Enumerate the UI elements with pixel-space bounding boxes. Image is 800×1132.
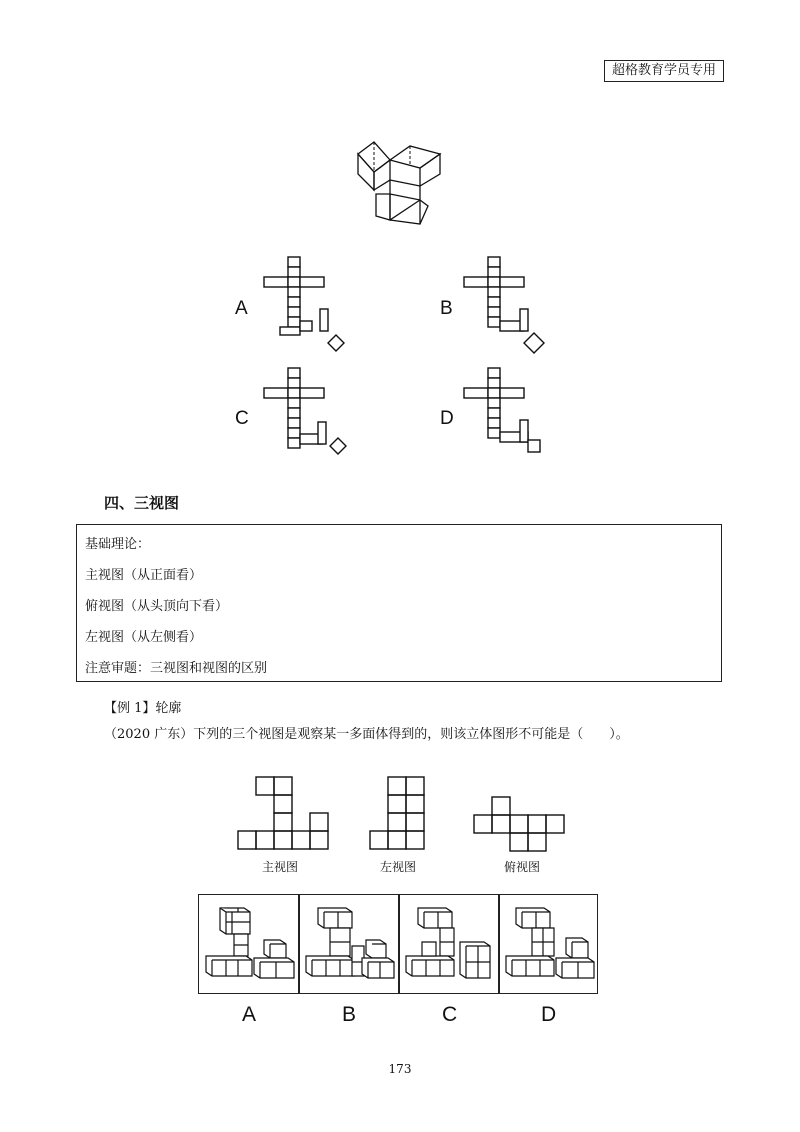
theory-line: 注意审题：三视图和视图的区别 [85, 661, 268, 676]
net-figure-d [462, 366, 552, 466]
usage-stamp: 超格教育学员专用 [604, 60, 724, 82]
page-number: 173 [388, 1062, 412, 1076]
left-view-label: 左视图 [380, 860, 417, 874]
example-title: 【例 1】轮廓 [104, 701, 182, 716]
cube-stack-c [404, 906, 496, 986]
answer-label-b: B [342, 1003, 357, 1026]
option-label-b: B [440, 298, 453, 319]
answer-label-d: D [541, 1003, 557, 1026]
top-view-label: 俯视图 [504, 860, 541, 874]
net-3d-shape [354, 140, 454, 230]
net-figure-a [262, 255, 352, 355]
answer-label-c: C [442, 1003, 458, 1026]
option-label-d: D [440, 408, 454, 429]
net-figure-b [462, 255, 552, 355]
option-label-a: A [235, 298, 248, 319]
theory-line: 基础理论： [85, 537, 151, 552]
section-title: 四、三视图 [104, 494, 180, 512]
front-view-label: 主视图 [262, 860, 299, 874]
theory-line: 主视图（从正面看） [85, 568, 203, 583]
option-label-c: C [235, 408, 249, 429]
net-figure-c [262, 366, 352, 466]
top-view-figure [472, 796, 568, 852]
question-text: （2020 广东）下列的三个视图是观察某一多面体得到的，则该立体图形不可能是（ ）。 [104, 727, 629, 742]
cube-stack-b [304, 906, 396, 986]
front-view-figure [236, 776, 332, 850]
cube-stack-d [504, 906, 596, 986]
cube-stack-a [204, 906, 296, 986]
theory-box [76, 524, 722, 682]
left-view-figure [368, 776, 428, 850]
theory-line: 左视图（从左侧看） [85, 630, 203, 645]
theory-line: 俯视图（从头顶向下看） [85, 599, 229, 614]
answer-label-a: A [242, 1003, 257, 1026]
